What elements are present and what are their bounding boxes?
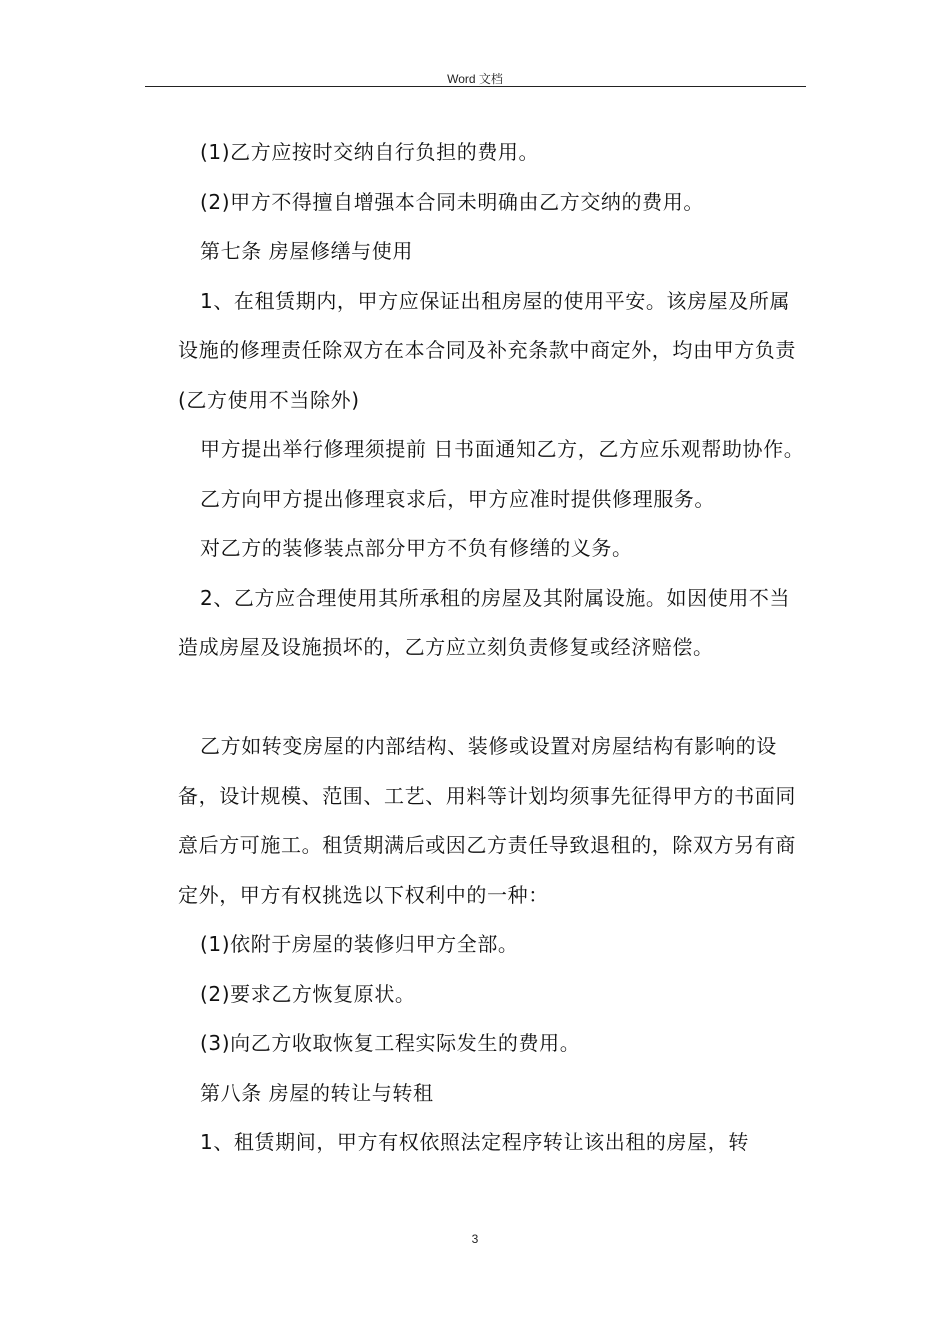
paragraph-proper-use: 2、乙方应合理使用其所承租的房屋及其附属设施。如因使用不当造成房屋及设施损坏的，乙方应立刻负责修复或经济赔偿。 xyxy=(178,585,791,659)
paragraph-fee-item-2: (2)甲方不得擅自增强本合同未明确由乙方交纳的费用。 xyxy=(200,189,704,214)
option-item-3: (3)向乙方收取恢复工程实际发生的费用。 xyxy=(200,1031,581,1055)
option-item-1: (1)依附于房屋的装修归甲方全部。 xyxy=(200,932,519,956)
article-8-heading: 第八条 房屋的转让与转租 xyxy=(200,1080,434,1105)
document-body xyxy=(178,128,808,1168)
paragraph-transfer: 1、租赁期间，甲方有权依照法定程序转让该出租的房屋，转 xyxy=(200,1130,749,1154)
paragraph-fee-item-1: (1)乙方应按时交纳自行负担的费用。 xyxy=(200,140,540,164)
paragraph-repair-service: 乙方向甲方提出修理哀求后，甲方应准时提供修理服务。 xyxy=(200,486,715,511)
page-number: 3 xyxy=(471,1232,479,1246)
option-item-2: (2)要求乙方恢复原状。 xyxy=(200,981,416,1006)
paragraph-repair-responsibility: 1、在租赁期内，甲方应保证出租房屋的使用平安。该房屋及所属设施的修理责任除双方在本合同及补充条款中商定外，均由甲方负责(乙方使用不当除外) xyxy=(178,288,796,412)
header-divider xyxy=(145,86,806,87)
article-7-heading: 第七条 房屋修缮与使用 xyxy=(200,239,413,263)
paragraph-structure-change: 乙方如转变房屋的内部结构、装修或设置对房屋结构有影响的设备，设计规模、范围、工艺、用料等计划均须事先征得甲方的书面同意后方可施工。租赁期满后或因乙方责任导致退租的，除双方另有商定外，甲方有权挑选以下权利中的一种： xyxy=(178,734,796,907)
page-header: Word 文档 xyxy=(447,72,503,86)
blank-line xyxy=(178,673,808,723)
paragraph-repair-notice: 甲方提出举行修理须提前 日书面通知乙方，乙方应乐观帮助协作。 xyxy=(200,437,805,461)
paragraph-decoration-duty: 对乙方的装修装点部分甲方不负有修缮的义务。 xyxy=(200,536,633,560)
